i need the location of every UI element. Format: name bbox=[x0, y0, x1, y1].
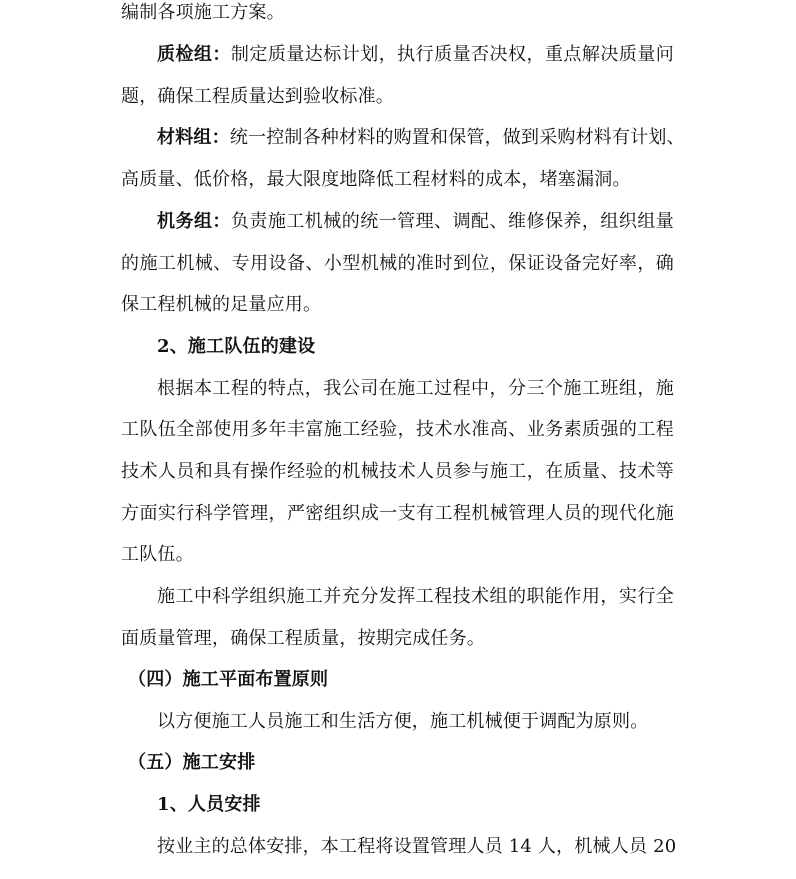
line-text: 根据本工程的特点，我公司在施工过程中，分三个施工班组，施 bbox=[157, 378, 674, 399]
paragraph-line bbox=[121, 293, 681, 317]
line-text: 题，确保工程质量达到验收标准。 bbox=[121, 86, 394, 107]
line-text: 的施工机械、专用设备、小型机械的准时到位，保证设备完好率，确 bbox=[121, 253, 674, 274]
paragraph-line bbox=[157, 710, 717, 734]
group-label-quality: 质检组： bbox=[157, 44, 231, 65]
paragraph-line bbox=[157, 126, 685, 150]
paragraph-line bbox=[121, 85, 681, 109]
line-text: 面质量管理，确保工程质量，按期完成任务。 bbox=[121, 628, 485, 649]
section-heading bbox=[157, 335, 717, 359]
line-text: 技术人员和具有操作经验的机械技术人员参与施工，在质量、技术等 bbox=[121, 461, 674, 482]
paragraph-line bbox=[157, 377, 674, 401]
line-text: 高质量、低价格，最大限度地降低工程材料的成本，堵塞漏洞。 bbox=[121, 169, 631, 190]
heading-text: （四）施工平面布置原则 bbox=[128, 669, 329, 690]
paragraph-line bbox=[121, 543, 681, 567]
line-text: 制定质量达标计划，执行质量否决权，重点解决质量问 bbox=[230, 44, 674, 65]
paragraph-line bbox=[121, 502, 674, 526]
paragraph-line bbox=[121, 627, 681, 651]
line-text: 工队伍全部使用多年丰富施工经验，技术水准高、业务素质强的工程 bbox=[121, 419, 674, 440]
line-text: 以方便施工人员施工和生活方便，施工机械便于调配为原则。 bbox=[157, 711, 649, 732]
line-text: 负责施工机械的统一管理、调配、维修保养，组织组量 bbox=[230, 211, 674, 232]
paragraph-line bbox=[157, 43, 674, 67]
paragraph-line bbox=[121, 1, 681, 25]
line-text: 工队伍。 bbox=[121, 544, 194, 565]
line-text: 保工程机械的足量应用。 bbox=[121, 294, 322, 315]
section-heading bbox=[157, 793, 717, 817]
paragraph-line bbox=[157, 835, 677, 859]
line-text: 方面实行科学管理，严密组织成一支有工程机械管理人员的现代化施 bbox=[121, 503, 674, 524]
group-label-machinery: 机务组： bbox=[157, 211, 231, 232]
section-heading bbox=[128, 751, 688, 775]
line-text: 统一控制各种材料的购置和保管，做到采购材料有计划、 bbox=[229, 127, 685, 148]
line-text: 编制各项施工方案。 bbox=[121, 2, 285, 23]
paragraph-line bbox=[121, 252, 674, 276]
paragraph-line bbox=[157, 210, 674, 234]
paragraph-line bbox=[121, 418, 674, 442]
paragraph-line bbox=[121, 168, 681, 192]
section-heading bbox=[128, 668, 688, 692]
heading-text: 1、人员安排 bbox=[157, 794, 261, 815]
group-label-materials: 材料组： bbox=[157, 127, 230, 148]
paragraph-line bbox=[121, 460, 674, 484]
line-text: 施工中科学组织施工并充分发挥工程技术组的职能作用，实行全 bbox=[157, 586, 674, 607]
heading-text: （五）施工安排 bbox=[128, 752, 256, 773]
heading-text: 2、施工队伍的建设 bbox=[157, 336, 316, 357]
line-text: 按业主的总体安排，本工程将设置管理人员 14 人，机械人员 20 bbox=[157, 836, 677, 857]
paragraph-line bbox=[157, 585, 674, 609]
